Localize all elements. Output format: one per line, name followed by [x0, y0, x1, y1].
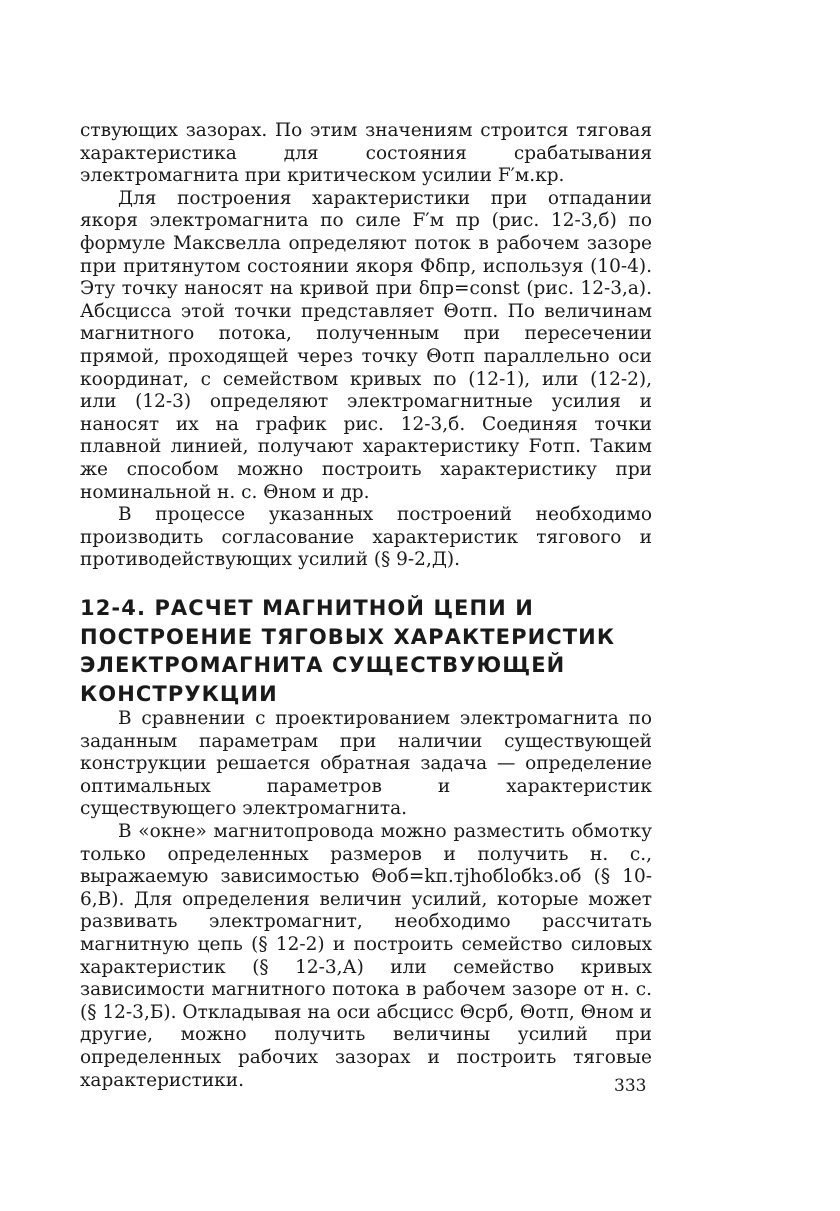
paragraph-release-characteristic: Для построения характеристики при отпадании якоря электромагнита по силе F′м пр (рис. 12-3,б) по формуле Максвелла определяют поток в рабочем зазоре при притянутом состоянии якоря Φδпр, используя (10-4). Эту точку наносят на кривой при δпр=const (рис. 12-3,а). Абсцисса этой точки представляет Θотп. По величинам магнитного потока, полученным при пересечении прямой, проходящей через точку Θотп параллельно оси координат, с семейством кривых по (12-1), или (12-2), или (12-3) определяют электромагнитные усилия и наносят их на график рис. 12-3,б. Соединяя точки плавной линией, получают характеристику Fотп. Таким же способом можно построить характеристику при номинальной н. с. Θном и др. [80, 187, 652, 503]
paragraph-continuation: ствующих зазорах. По этим значениям строится тяговая характеристика для состояния срабатывания электромагнита при критическом усилии F′м.кр. [80, 120, 652, 187]
top-text-block [80, 120, 652, 572]
page-number: 333 [614, 1076, 647, 1096]
bottom-text-block [80, 708, 652, 1092]
paragraph-coordination: В процессе указанных построений необходимо производить согласование характеристик тягового и противодействующих усилий (§ 9-2,Д). [80, 504, 652, 571]
paragraph-window-winding: В «окне» магнитопровода можно разместить обмотку только определенных размеров и получить н. с., выражаемую зависимостью Θоб=kп.тjhобlобkз.об (§ 10-6,В). Для определения величин усилий, которые может развивать электромагнит, необходимо рассчитать магнитную цепь (§ 12-2) и построить семейство силовых характеристик (§ 12-3,А) или семейство кривых зависимости магнитного потока в рабочем зазоре от н. с. (§ 12-3,Б). Откладывая на оси абсцисс Θсрб, Θотп, Θном и другие, можно получить величины усилий при определенных рабочих зазорах и построить тяговые характеристики. [80, 820, 652, 1091]
section-heading: 12-4. РАСЧЕТ МАГНИТНОЙ ЦЕПИ И ПОСТРОЕНИЕ ТЯГОВЫХ ХАРАКТЕРИСТИК ЭЛЕКТРОМАГНИТА СУЩЕСТВУЮЩЕЙ КОНСТРУКЦИИ [80, 596, 616, 706]
paragraph-inverse-problem: В сравнении с проектированием электромагнита по заданным параметрам при наличии существующей конструкции решается обратная задача — определение оптимальных параметров и характеристик существующего электромагнита. [80, 708, 652, 820]
